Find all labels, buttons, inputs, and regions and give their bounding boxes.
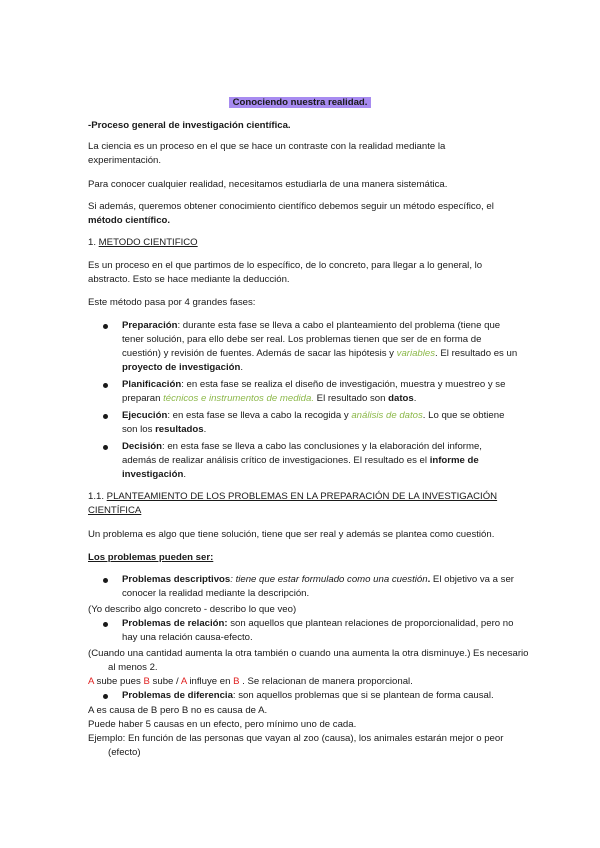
paragraph-proceso: Es un proceso en el que partimos de lo específico, de lo concreto, para llegar a lo general, lo abstracto. Esto se hace mediante la deducción. — [88, 260, 483, 285]
paragraph-fases: Este método pasa por 4 grandes fases: — [88, 297, 256, 308]
result-bold: proyecto de investigación — [122, 362, 241, 373]
phase-text: . Lo que se obtiene son los — [122, 410, 505, 435]
relacion-note: (Cuando una cantidad aumenta la otra también o cuando una aumenta la otra disminuye.) Es necesario al menos 2. — [88, 648, 529, 673]
subtitle: -Proceso general de investigación científica. — [88, 120, 291, 131]
problems-heading: Los problemas pueden ser: — [88, 552, 214, 563]
result-bold: informe de investigación — [122, 455, 479, 480]
example-text: sube pues — [93, 676, 144, 687]
problem-relacion — [88, 617, 518, 645]
phase-decision — [88, 440, 518, 482]
highlight-variables: variables — [396, 348, 436, 359]
phase-preparacion — [88, 319, 518, 375]
section-1-1-title: PLANTEAMIENTO DE LOS PROBLEMAS EN LA PREPARACIÓN DE LA INVESTIGACIÓN CIENTÍFICA — [88, 491, 498, 516]
bullet-icon — [103, 578, 108, 583]
phases-list — [88, 319, 518, 485]
problem-italic: : tiene que estar formulado como una cuestión — [230, 574, 428, 585]
phase-text: : durante esta fase se lleva a cabo el planteamiento del problema (tiene que tener solución, para ello debe ser real. Los problemas tienen que ser de en forma de cuestión) y revisión de fuentes. Además de sacar las hipótesis y — [122, 320, 501, 359]
example-text: influye en — [186, 676, 234, 687]
phase-text: El resultado son — [314, 393, 389, 404]
problem-label: Problemas descriptivos — [122, 574, 231, 585]
result-bold: resultados — [155, 424, 204, 435]
problem-label: Problemas de diferencia — [122, 690, 233, 701]
bullet-icon — [103, 414, 108, 419]
example-text: sube / — [149, 676, 181, 687]
bullet-icon — [103, 445, 108, 450]
diferencia-line-1: A es causa de B pero B no es causa de A. — [88, 705, 268, 716]
result-bold: datos — [388, 393, 414, 404]
phase-text: . — [413, 393, 417, 404]
section-1-heading — [88, 236, 518, 250]
title-row — [0, 96, 600, 110]
phase-label: Ejecución — [122, 410, 168, 421]
phase-text: : en esta fase se lleva a cabo las conclusiones y la elaboración del informe, además de realizar análisis crítico de investigaciones. El resultado es el — [122, 441, 482, 466]
bullet-icon — [103, 694, 108, 699]
document-title: Conociendo nuestra realidad. — [229, 97, 372, 108]
phase-ejecucion — [88, 409, 518, 437]
phase-label: Preparación — [122, 320, 178, 331]
relacion-example — [88, 675, 518, 689]
phase-text: . El resultado es un — [435, 348, 518, 359]
section-1-1-heading — [88, 490, 508, 518]
bullet-icon — [103, 622, 108, 627]
example-text: . Se relacionan de manera proporcional. — [239, 676, 413, 687]
section-1-title: METODO CIENTIFICO — [98, 237, 198, 248]
phase-text: . — [203, 424, 207, 435]
bullet-icon — [103, 383, 108, 388]
diferencia-example: Ejemplo: En función de las personas que vayan al zoo (causa), los animales estarán mejor o peor (efecto) — [88, 733, 504, 758]
paragraph-problema: Un problema es algo que tiene solución, tiene que ser real y además se plantea como cuestión. — [88, 529, 495, 540]
paragraph-ciencia: La ciencia es un proceso en el que se hace un contraste con la realidad mediante la experimentación. — [88, 141, 446, 166]
problem-relacion-list — [88, 617, 518, 648]
diferencia-line-2: Puede haber 5 causas en un efecto, pero mínimo uno de cada. — [88, 719, 357, 730]
problem-text: El objetivo va a ser conocer la realidad mediante la descripción. — [122, 574, 514, 599]
phase-text: . — [183, 469, 186, 480]
period-bold: . — [427, 574, 431, 585]
phase-text: : en esta fase se realiza el diseño de investigación, muestra y muestreo y se preparan — [122, 379, 506, 404]
problem-descriptivo-list — [88, 573, 518, 604]
section-1-1-number: 1.1. — [88, 491, 107, 502]
problem-descriptivo — [88, 573, 518, 601]
metodo-cientifico-bold: método científico. — [88, 215, 171, 226]
letter-b: B — [233, 676, 240, 687]
phase-planificacion — [88, 378, 518, 406]
letter-a: A — [88, 676, 94, 687]
problem-text: son aquellos que plantean relaciones de proporcionalidad, pero no hay una relación causa-efecto. — [122, 618, 514, 643]
phase-text: . — [240, 362, 244, 373]
problem-diferencia — [88, 689, 518, 703]
problem-text: : son aquellos problemas que si se plantean de forma causal. — [232, 690, 494, 701]
section-1-number: 1. — [88, 237, 99, 248]
problem-label: Problemas de relación: — [122, 618, 228, 629]
highlight-analisis: análisis de datos — [351, 410, 423, 421]
letter-b: B — [143, 676, 150, 687]
paragraph-metodo-text: Si además, queremos obtener conocimiento científico debemos seguir un método específico, el — [88, 201, 494, 212]
bullet-icon — [103, 324, 108, 329]
letter-a: A — [180, 676, 187, 687]
highlight-tecnicos: técnicos e instrumentos de medida. — [163, 393, 314, 404]
phase-text: : en esta fase se lleva a cabo la recogida y — [167, 410, 352, 421]
phase-label: Decisión — [122, 441, 162, 452]
paragraph-conocer: Para conocer cualquier realidad, necesitamos estudiarla de una manera sistemática. — [88, 179, 448, 190]
descriptivo-note: (Yo describo algo concreto - describo lo que veo) — [88, 604, 297, 615]
phase-label: Planificación — [122, 379, 182, 390]
paragraph-metodo — [88, 200, 518, 228]
